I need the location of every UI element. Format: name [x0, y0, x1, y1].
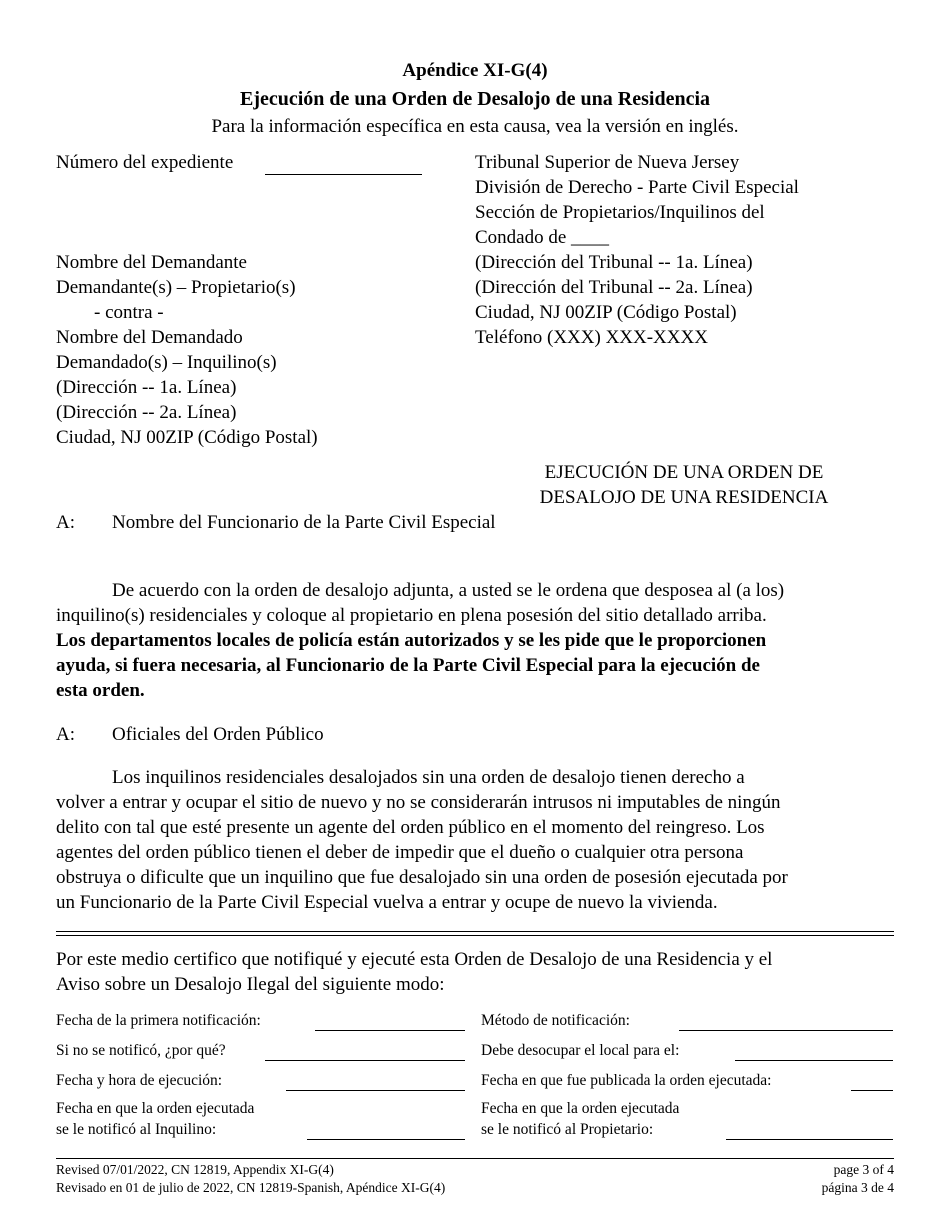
- divider: [56, 935, 894, 936]
- docket-number-field[interactable]: [265, 174, 422, 175]
- court-county: Condado de ____: [475, 227, 610, 248]
- doc-title-line-1: EJECUCIÓN DE UNA ORDEN DE: [544, 462, 824, 483]
- to-officer-label: A:: [56, 512, 75, 533]
- vacate-by-label: Debe desocupar el local para el:: [481, 1042, 680, 1059]
- versus-label: - contra -: [94, 302, 164, 323]
- police-authorization-line: esta orden.: [56, 680, 145, 701]
- vacate-by-field[interactable]: [735, 1060, 893, 1061]
- landlord-served-label-line-1: Fecha en que la orden ejecutada: [481, 1100, 680, 1117]
- certification-line-1: Por este medio certifico que notifiqué y ejecuté esta Orden de Desalojo de una Residencia y el: [56, 949, 773, 970]
- landlord-served-label-line-2: se le notificó al Propietario:: [481, 1121, 654, 1138]
- defendant-address-line-1: (Dirección -- 1a. Línea): [56, 377, 237, 398]
- tenant-served-date-field[interactable]: [307, 1139, 465, 1140]
- police-authorization-line: Los departamentos locales de policía están autorizados y se les pide que le proporcionen: [56, 630, 767, 651]
- to-officer-name: Nombre del Funcionario de la Parte Civil Especial: [112, 512, 496, 533]
- defendant-address-line-2: (Dirección -- 2a. Línea): [56, 402, 237, 423]
- order-paragraph-line: De acuerdo con la orden de desalojo adjunta, a usted se le ordena que desposea al (a los): [112, 580, 785, 601]
- execution-datetime-label: Fecha y hora de ejecución:: [56, 1072, 223, 1089]
- execution-datetime-field[interactable]: [286, 1090, 465, 1091]
- footer-revised-spanish: Revisado en 01 de julio de 2022, CN 12819-Spanish, Apéndice XI-G(4): [56, 1180, 446, 1195]
- illegal-eviction-line: volver a entrar y ocupar el sitio de nuevo y no se considerarán intrusos ni imputables de ningún: [56, 792, 781, 813]
- illegal-eviction-line: un Funcionario de la Parte Civil Especial vuelva a entrar y ocupe de nuevo la vivienda.: [56, 892, 718, 913]
- not-served-label: Si no se notificó, ¿por qué?: [56, 1042, 226, 1059]
- court-name: Tribunal Superior de Nueva Jersey: [475, 152, 740, 173]
- illegal-eviction-line: Los inquilinos residenciales desalojados sin una orden de desalojo tienen derecho a: [112, 767, 745, 788]
- court-address-line-2: (Dirección del Tribunal -- 2a. Línea): [475, 277, 753, 298]
- illegal-eviction-line: agentes del orden público tienen el deber de impedir que el dueño o cualquier otra persona: [56, 842, 744, 863]
- doc-title-line-2: DESALOJO DE UNA RESIDENCIA: [539, 487, 829, 508]
- certification-line-2: Aviso sobre un Desalojo Ilegal del siguiente modo:: [56, 974, 445, 995]
- footer-revised-english: Revised 07/01/2022, CN 12819, Appendix XI-G(4): [56, 1162, 334, 1177]
- first-notice-label: Fecha de la primera notificación:: [56, 1012, 261, 1029]
- police-authorization-line: ayuda, si fuera necesaria, al Funcionario de la Parte Civil Especial para la ejecución de: [56, 655, 760, 676]
- court-address-line-1: (Dirección del Tribunal -- 1a. Línea): [475, 252, 753, 273]
- plaintiff-name: Nombre del Demandante: [56, 252, 247, 273]
- service-method-label: Método de notificación:: [481, 1012, 630, 1029]
- tenant-served-label-line-2: se le notificó al Inquilino:: [56, 1121, 217, 1138]
- footer-divider: [56, 1158, 894, 1159]
- illegal-eviction-line: obstruya o dificulte que un inquilino que fue desalojado sin una orden de posesión ejecutada por: [56, 867, 788, 888]
- docket-label: Número del expediente: [56, 152, 234, 173]
- illegal-eviction-line: delito con tal que esté presente un agente del orden público en el momento del reingreso. Los: [56, 817, 765, 838]
- defendant-city: Ciudad, NJ 00ZIP (Código Postal): [56, 427, 318, 448]
- court-section: Sección de Propietarios/Inquilinos del: [475, 202, 765, 223]
- to-police-label: A:: [56, 724, 75, 745]
- defendant-role: Demandado(s) – Inquilino(s): [56, 352, 277, 373]
- court-phone: Teléfono (XXX) XXX-XXXX: [475, 327, 708, 348]
- english-version-note: Para la información específica en esta causa, vea la versión en inglés.: [211, 116, 739, 137]
- order-paragraph-line: inquilino(s) residenciales y coloque al propietario en plena posesión del sitio detallado arriba.: [56, 605, 767, 626]
- court-division: División de Derecho - Parte Civil Especial: [475, 177, 799, 198]
- plaintiff-role: Demandante(s) – Propietario(s): [56, 277, 296, 298]
- illegal-eviction-paragraph: [56, 765, 896, 915]
- service-method-field[interactable]: [679, 1030, 893, 1031]
- footer-page-english: page 3 of 4: [833, 1162, 894, 1177]
- not-served-reason-field[interactable]: [265, 1060, 465, 1061]
- order-paragraph: [56, 578, 896, 703]
- footer-page-spanish: página 3 de 4: [821, 1180, 894, 1195]
- first-notice-field[interactable]: [315, 1030, 465, 1031]
- to-police-text: Oficiales del Orden Público: [112, 724, 324, 745]
- posted-date-label: Fecha en que fue publicada la orden ejecutada:: [481, 1072, 772, 1089]
- form-title: Ejecución de una Orden de Desalojo de una Residencia: [239, 88, 711, 110]
- landlord-served-date-field[interactable]: [726, 1139, 893, 1140]
- divider: [56, 931, 894, 932]
- court-city: Ciudad, NJ 00ZIP (Código Postal): [475, 302, 737, 323]
- tenant-served-label-line-1: Fecha en que la orden ejecutada: [56, 1100, 255, 1117]
- defendant-name: Nombre del Demandado: [56, 327, 243, 348]
- appendix-title: Apéndice XI-G(4): [402, 60, 548, 81]
- posted-date-field[interactable]: [851, 1090, 893, 1091]
